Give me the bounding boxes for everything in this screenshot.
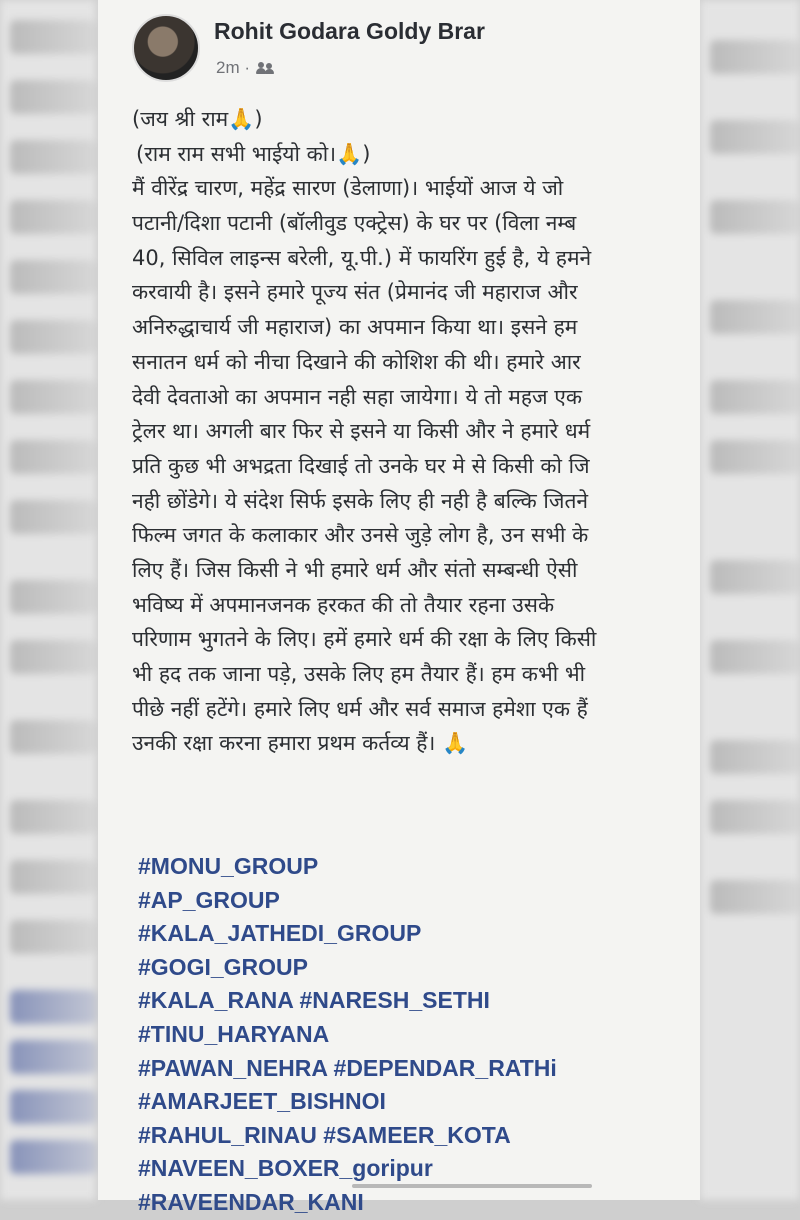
- post-line: भी हद तक जाना पड़े, उसके लिए हम तैयार हैं। हम कभी भी: [132, 662, 586, 686]
- post-header: [132, 14, 692, 84]
- hashtag-link[interactable]: #AP_GROUP: [138, 886, 280, 913]
- post-line: परिणाम भुगतने के लिए। हमें हमारे धर्म की रक्षा के लिए किसी: [132, 627, 597, 652]
- post-line: करवायी है। इसने हमारे पूज्य संत (प्रेमानंद जी महाराज और: [132, 280, 578, 305]
- post-line: सनातन धर्म को नीचा दिखाने की कोशिश की थी। हमारे आर: [132, 349, 581, 374]
- post-line: अनिरुद्धाचार्य जी महाराज) का अपमान किया था। इसने हम: [132, 315, 578, 340]
- post-line: नही छोंडेगे। ये संदेश सिर्फ इसके लिए ही नही है बल्कि जितने: [132, 488, 589, 513]
- hashtag-link[interactable]: #KALA_RANA #NARESH_SETHI: [138, 987, 490, 1014]
- post-line: (राम राम सभी भाईयो को।🙏): [136, 141, 371, 166]
- post-line: लिए हैं। जिस किसी ने भी हमारे धर्म और संतो सम्बन्धी ऐसी: [132, 557, 578, 582]
- hashtag-link[interactable]: #AMARJEET_BISHNOI: [138, 1088, 386, 1115]
- hashtag-link[interactable]: #KALA_JATHEDI_GROUP: [138, 920, 422, 947]
- hashtag-list: [138, 850, 698, 1215]
- blurred-background-left: [0, 0, 96, 1200]
- hashtag-link[interactable]: #NAVEEN_BOXER_goripur: [138, 1155, 433, 1182]
- post-line: उनकी रक्षा करना हमारा प्रथम कर्तव्य हैं। 🙏: [132, 731, 469, 756]
- avatar[interactable]: [132, 14, 200, 82]
- post-line: ट्रेलर था। अगली बार फिर से इसने या किसी और ने हमारे धर्म: [132, 419, 591, 444]
- post-line: पीछे नहीं हटेंगे। हमारे लिए धर्म और सर्व समाज हमेशा एक हैं: [132, 696, 588, 721]
- post-line: फिल्म जगत के कलाकार और उनसे जुड़े लोग है, उन सभी के: [132, 523, 589, 548]
- hashtag-link[interactable]: #RAVEENDAR_KANI: [138, 1188, 364, 1215]
- post-line: मैं वीरेंद्र चारण, महेंद्र सारण (डेलाणा)। भाईयों आज ये जो: [132, 176, 564, 201]
- friends-icon[interactable]: [256, 62, 274, 74]
- hashtag-link[interactable]: #MONU_GROUP: [138, 853, 319, 879]
- post-card: [98, 0, 700, 1215]
- post-line: देवी देवताओ का अपमान नही सहा जायेगा। ये तो महज एक: [132, 384, 583, 409]
- hashtag-link[interactable]: #GOGI_GROUP: [138, 953, 308, 980]
- post-body: [132, 102, 722, 761]
- post-meta: [216, 58, 274, 78]
- hashtag-link[interactable]: #RAHUL_RINAU #SAMEER_KOTA: [138, 1121, 511, 1148]
- post-line: (जय श्री राम🙏): [132, 107, 263, 131]
- post-line: भविष्य में अपमानजनक हरकत की तो तैयार रहना उसके: [132, 592, 555, 617]
- post-line: प्रति कुछ भी अभद्रता दिखाई तो उनके घर मे से किसी को जि: [132, 453, 590, 478]
- scroll-indicator[interactable]: [352, 1184, 592, 1188]
- hashtag-link[interactable]: #PAWAN_NEHRA #DEPENDAR_RATHi: [138, 1054, 557, 1081]
- post-line: 40, सिविल लाइन्स बरेली, यू.पी.) में फायरिंग हुई है, ये हमने: [132, 245, 592, 270]
- author-name[interactable]: Rohit Godara Goldy Brar: [214, 18, 485, 44]
- post-time[interactable]: 2m ·: [216, 58, 250, 77]
- hashtag-link[interactable]: #TINU_HARYANA: [138, 1020, 330, 1047]
- post-line: पटानी/दिशा पटानी (बॉलीवुड एक्ट्रेस) के घर पर (विला नम्ब: [132, 211, 577, 236]
